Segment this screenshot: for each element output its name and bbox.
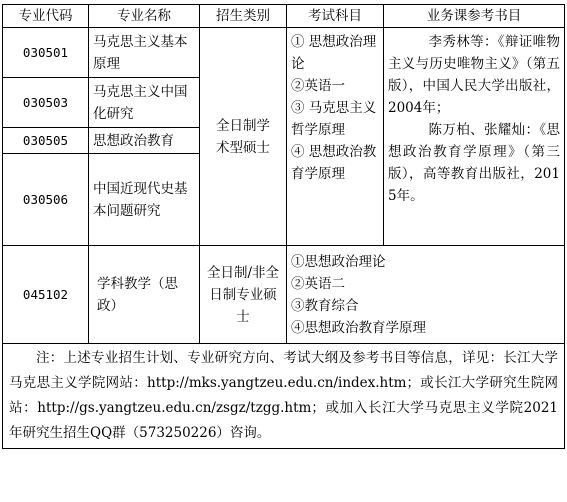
enrollment-category: 全日制/非全日制专业硕士 [200,246,287,344]
exam-subject: ③教育综合 [291,297,359,314]
table-row [3,28,565,78]
exam-subject: ④ 思想政治教育学原理 [291,144,377,182]
major-name: 思想政治教育 [89,128,200,154]
reference-book: 李秀林等：《辩证唯物主义与历史唯物主义》（第五版），中国人民大学出版社，2004年； [388,34,560,116]
exam-subject: ① 思想政治理论 [291,34,377,72]
table-header-row [3,5,565,28]
exam-subject: ①思想政治理论 [291,253,386,270]
header-category: 招生类别 [200,5,287,28]
exam-subject: ③ 马克思主义哲学原理 [291,100,377,138]
enrollment-category: 全日制学术型硕士 [200,28,287,246]
header-name: 专业名称 [89,5,200,28]
note [3,344,565,449]
major-code: 045102 [3,246,89,344]
exam-subject: ④思想政治教育学原理 [291,319,426,336]
header-code: 专业代码 [3,5,89,28]
major-code: 030503 [3,78,89,128]
major-name: 马克思主义基本原理 [89,28,200,78]
header-books: 业务课参考书目 [384,5,565,28]
table-row [3,246,565,344]
note-text: 注：上述专业招生计划、专业研究方向、考试大纲及参考书目等信息，详见：长江大学马克思主义学院网站：http://mks.yangtzeu.edu.cn/index.htm；或长江大学研究生院网站：http://gs.yangtzeu.edu.cn/zsgz/tzgg.htm；或加入长江大学马克思主义学院2021年研究生招生QQ群（573250226）咨询。 [9,350,558,441]
major-name: 中国近现代史基本问题研究 [89,154,200,246]
admissions-table [2,4,565,449]
exam-subjects [287,28,384,246]
major-code: 030506 [3,154,89,246]
exam-subject: ②英语二 [291,275,345,292]
major-code: 030505 [3,128,89,154]
note-row [3,344,565,449]
major-code: 030501 [3,28,89,78]
exam-subjects [287,246,565,344]
header-subjects: 考试科目 [287,5,384,28]
reference-books [384,28,565,246]
reference-book: 陈万柏、张耀灿：《思想政治教育学原理》（第三版），高等教育出版社，2015年。 [388,122,560,204]
major-name: 马克思主义中国化研究 [89,78,200,128]
exam-subject: ②英语一 [291,78,345,94]
major-name: 学科教学（思政） [89,246,200,344]
